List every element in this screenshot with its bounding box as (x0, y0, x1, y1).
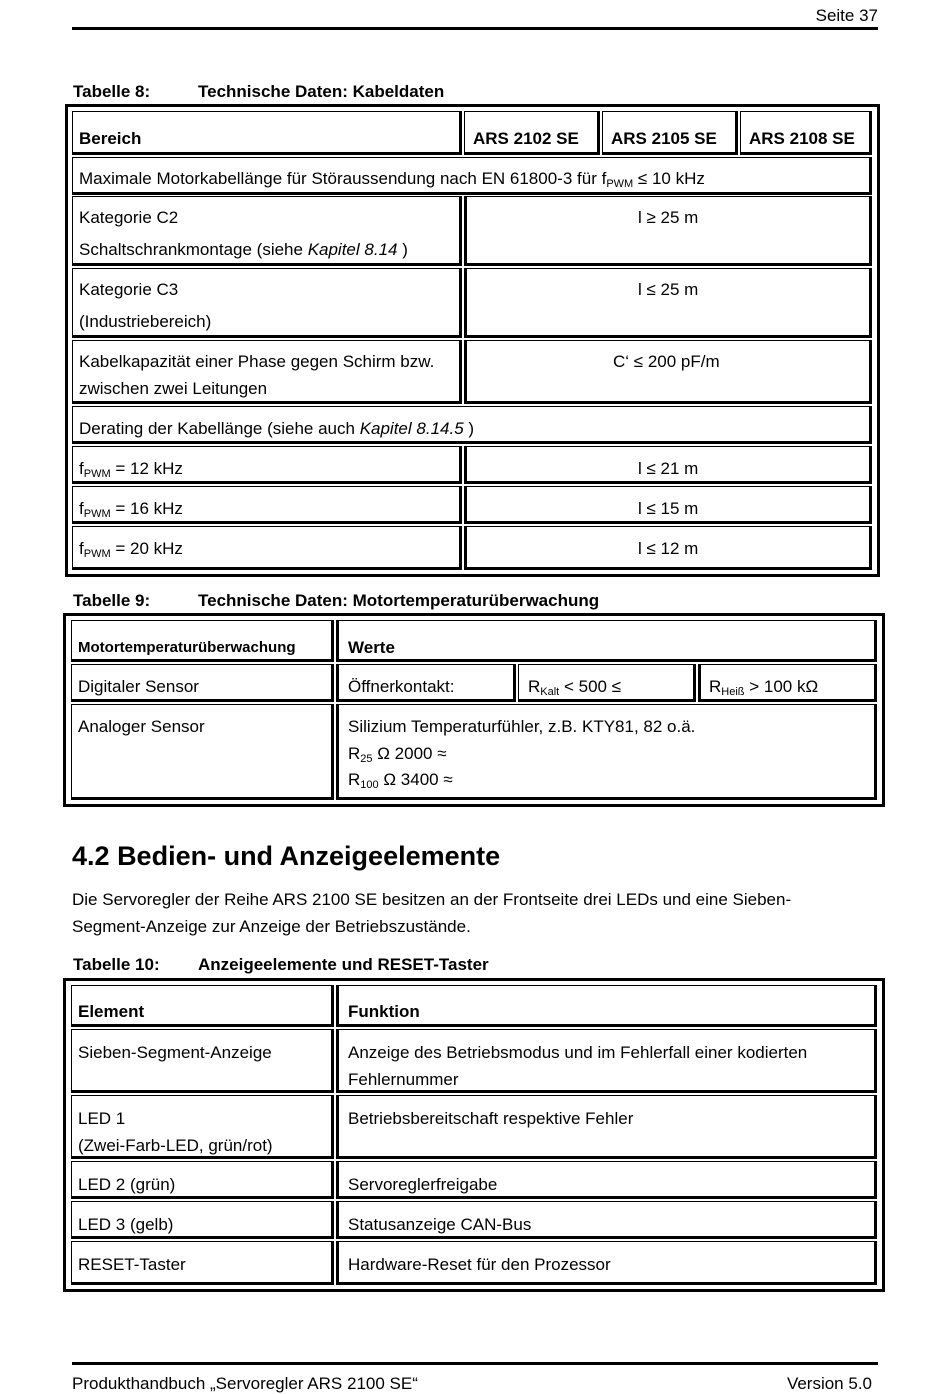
table10-caption-label: Tabelle 10: (73, 955, 160, 974)
table8-head-ars2102: ARS 2102 SE (464, 111, 600, 155)
table9-digital-kalt: $R_{Kalt} < 500$ ≤ (518, 664, 696, 702)
table8-caption-label: Tabelle 8: (73, 82, 151, 101)
table8-pwm12-label: $f_{PWM} = 12$ kHz (72, 446, 462, 484)
table8-pwm20-label: $f_{PWM} = 20$ kHz (72, 526, 462, 570)
table10-caption-title: Anzeigeelemente und RESET-Taster (198, 955, 489, 974)
table8-pwm16-value: l ≤ 15 m (464, 486, 872, 524)
table10-row-element: RESET-Taster (71, 1241, 334, 1285)
table9-analog-values: Silizium Temperaturfühler, z.B. KTY81, 82 o.ä. $R_{25}$ Ω 2000 ≈ $R_{100}$ Ω 3400 ≈ (336, 704, 877, 800)
table8-pwm20-value: l ≤ 12 m (464, 526, 872, 570)
table8-capacitance-value: C‘ ≤ 200 pF/m (464, 340, 872, 404)
table8-head-ars2105: ARS 2105 SE (602, 111, 738, 155)
table9-digital-contact: Öffnerkontakt: (336, 664, 516, 702)
table8-c2-value: l ≥ 25 m (464, 196, 872, 266)
table9-caption-label: Tabelle 9: (73, 591, 151, 610)
table10-row-function: Hardware-Reset für den Prozessor (336, 1241, 877, 1285)
table8-capacitance-label: Kabelkapazität einer Phase gegen Schirm bzw. zwischen zwei Leitungen (72, 340, 462, 404)
table10-row-function: Betriebsbereitschaft respektive Fehler (336, 1095, 877, 1159)
table8-head-bereich: Bereich (72, 111, 462, 155)
table8-c3-value: l ≤ 25 m (464, 268, 872, 338)
table9-head-col1: Motortemperaturüberwachung (71, 620, 334, 662)
table9-digital-label: Digitaler Sensor (71, 664, 334, 702)
table10-row-element: LED 3 (gelb) (71, 1201, 334, 1239)
footer-version: Version 5.0 (786, 1374, 872, 1393)
table9-caption-title: Technische Daten: Motortemperaturüberwachung (198, 591, 600, 610)
table10-row-function: Statusanzeige CAN-Bus (336, 1201, 877, 1239)
table9-digital-heiss: $R_{Heiß} > 100$ kΩ (698, 664, 877, 702)
page-number: Seite 37 (815, 6, 878, 25)
table8-pwm12-value: l ≤ 21 m (464, 446, 872, 484)
table10-row-element: Sieben-Segment-Anzeige (71, 1029, 334, 1093)
table9-analog-label: Analoger Sensor (71, 704, 334, 800)
table8-caption-title: Technische Daten: Kabeldaten (198, 82, 445, 101)
table8-head-ars2108: ARS 2108 SE (740, 111, 872, 155)
table8-max-length-row: Maximale Motorkabellänge für Störaussendung nach EN 61800-3 für $f_{PWM} \le 10$ kHz (72, 157, 872, 195)
table10-head-element: Element (71, 985, 334, 1027)
table10-row-element: LED 2 (grün) (71, 1161, 334, 1199)
footer-rule (72, 1362, 878, 1365)
table9-head-col2: Werte (336, 620, 877, 662)
section-paragraph: Die Servoregler der Reihe ARS 2100 SE besitzen an der Frontseite drei LEDs und eine Sieben- Segment-Anzeige zur Anzeige der Betriebszustände. (72, 890, 792, 936)
table10-row-function: Servoreglerfreigabe (336, 1161, 877, 1199)
footer-title: Produkthandbuch „Servoregler ARS 2100 SE“ (72, 1374, 418, 1393)
table10-head-funktion: Funktion (336, 985, 877, 1027)
table8-pwm16-label: $f_{PWM} = 16$ kHz (72, 486, 462, 524)
table8-derating-row: Derating der Kabellänge (siehe auch Kapitel 8.14.5 ) (72, 406, 872, 444)
header-rule (72, 27, 878, 30)
table10-row-function: Anzeige des Betriebsmodus und im Fehlerfall einer kodierten Fehlernummer (336, 1029, 877, 1093)
section-heading: 4.2 Bedien- und Anzeigeelemente (72, 841, 501, 871)
table10-row-element: LED 1 (Zwei-Farb-LED, grün/rot) (71, 1095, 334, 1159)
table8-c2-label: Kategorie C2 Schaltschrankmontage (siehe Kapitel 8.14 ) (72, 196, 462, 266)
table8-c3-label: Kategorie C3 (Industriebereich) (72, 268, 462, 338)
